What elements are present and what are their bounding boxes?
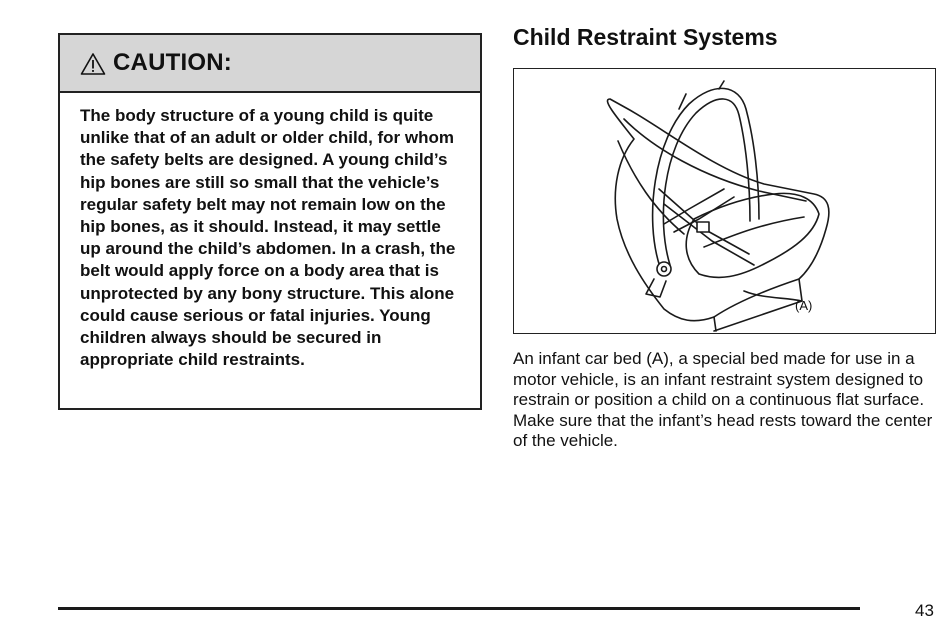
figure-label: (A) (795, 298, 813, 313)
section-heading: Child Restraint Systems (513, 24, 778, 50)
caution-box (58, 33, 482, 410)
caution-text: The body structure of a young child is quite unlike that of an adult or older child, for whom the safety belts are designed. A young child’s hip bones are still so small that the vehicle’s regular safety belt may not remain low on the hip bones, as it should. Instead, it may settle up around the child’s abdomen. In a crash, the belt would apply force on a body area that is unprotected by any bony structure. This alone could cause serious or fatal injuries. Young children always should be secured in appropriate child restraints. (80, 106, 456, 370)
page-number: 43 (915, 601, 934, 620)
infant-car-bed-illustration (514, 69, 935, 333)
caution-title: CAUTION: (113, 49, 232, 76)
warning-triangle-icon (80, 52, 106, 76)
section-body-text: An infant car bed (A), a special bed made for use in a motor vehicle, is an infant restraint system designed to restrain or position a child on a continuous flat surface. Make sure that the infant’s head rests toward the center of the vehicle. (513, 349, 933, 450)
infant-car-bed-figure (513, 68, 936, 334)
caution-header (60, 35, 480, 93)
footer-rule (58, 607, 860, 610)
